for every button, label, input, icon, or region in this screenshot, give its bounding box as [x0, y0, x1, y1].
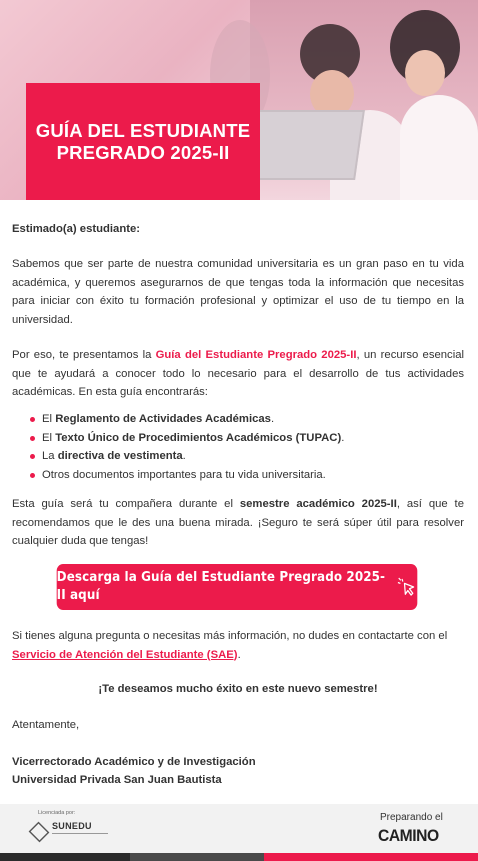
sunedu-logo	[24, 810, 114, 850]
contact-paragraph-post: .	[237, 648, 241, 661]
hero-title-line1: GUÍA DEL ESTUDIANTE	[35, 119, 251, 141]
guide-contents-list	[30, 410, 460, 484]
guide-paragraph-post: , un recurso esencial que te ayudará a conocer todo lo necesario para el desarrollo de tus actividades académicas. En esta guía encontrarás:	[12, 349, 464, 398]
hero-photo-face-right	[405, 50, 445, 96]
list-item-bold: directiva de vestimenta	[57, 450, 183, 462]
sunedu-name: SUNEDU	[52, 821, 92, 831]
list-item-post: .	[182, 450, 186, 462]
list-item-bold: Texto Único de Procedimientos Académicos (TUPAC)	[55, 431, 342, 444]
semester-paragraph-pre: Esta guía será tu compañera durante el	[12, 498, 240, 510]
greeting: Estimado(a) estudiante:	[12, 223, 141, 235]
list-item-bold: Reglamento de Actividades Académicas	[55, 413, 271, 425]
guide-name-highlight: Guía del Estudiante Pregrado 2025-II	[155, 349, 357, 361]
signature-university: Universidad Privada San Juan Bautista	[12, 774, 222, 786]
contact-paragraph-pre: Si tienes alguna pregunta o necesitas más información, no dudes en contactarte con el	[12, 630, 448, 642]
hero-photo-laptop	[245, 110, 365, 180]
closing: Atentamente,	[12, 719, 80, 731]
list-item	[30, 410, 460, 429]
camino-line1: Preparando el	[380, 812, 443, 823]
click-pointer-icon	[397, 576, 417, 598]
hero-title-line2: PREGRADO 2025-II	[56, 141, 230, 163]
signature-department: Vicerrectorado Académico y de Investigación	[12, 756, 256, 768]
semester-paragraph-post: , así que te recomendamos que le des una buena mirada. ¡Seguro te será súper útil para resolver cualquier duda que tengas!	[12, 498, 464, 547]
camino-logo	[374, 812, 454, 848]
download-guide-button[interactable]	[57, 564, 418, 610]
semester-highlight: semestre académico 2025-II	[239, 498, 397, 510]
list-item-pre: El	[42, 413, 56, 425]
list-item	[30, 447, 460, 466]
list-item	[30, 429, 460, 448]
hero-photo-student-right	[400, 95, 478, 200]
list-item-pre: El	[42, 431, 56, 444]
list-item-pre: Otros documentos importantes para tu vida universitaria.	[42, 468, 326, 481]
footer-bar-gray	[130, 853, 264, 861]
download-guide-button-label: Descarga la Guía del Estudiante Pregrado 2025-II aquí	[56, 569, 386, 603]
sunedu-emblem-icon	[29, 822, 50, 843]
guide-paragraph-pre: Por eso, te presentamos la	[12, 349, 156, 361]
guide-paragraph	[12, 346, 464, 402]
sae-link[interactable]: Servicio de Atención del Estudiante (SAE)	[12, 648, 238, 661]
footer	[0, 804, 478, 853]
list-item-post: .	[270, 413, 275, 425]
list-item	[30, 466, 460, 485]
contact-paragraph	[12, 627, 464, 664]
licensed-by-label: Licenciada por:	[38, 810, 76, 816]
semester-paragraph	[12, 495, 464, 551]
footer-bar-accent	[264, 853, 478, 861]
hero-banner	[0, 0, 478, 200]
sunedu-subtitle	[52, 833, 108, 845]
success-wish: ¡Te deseamos mucho éxito en este nuevo semestre!	[98, 683, 378, 695]
intro-paragraph: Sabemos que ser parte de nuestra comunidad universitaria es un gran paso en tu vida académica, y queremos asegurarnos de que tengas toda la información que necesitas para iniciar con éxito tu formación profesional y optimizar el uso de tu tiempo en la universidad.	[12, 258, 464, 326]
camino-line2: CAMINO	[378, 826, 439, 845]
list-item-post: .	[341, 431, 345, 444]
hero-title-box	[26, 83, 260, 200]
list-item-pre: La	[42, 450, 58, 462]
footer-bar-dark	[0, 853, 130, 861]
